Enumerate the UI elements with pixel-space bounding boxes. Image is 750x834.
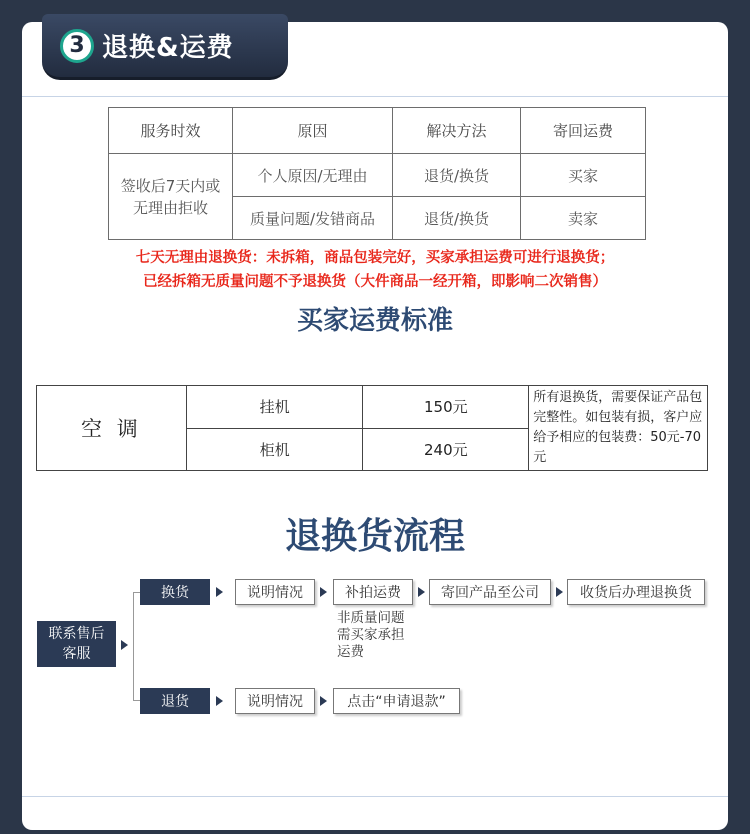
exchange-note: 非质量问题需买家承担运费 [337,610,405,660]
arrow-right-icon [320,696,327,706]
reason-cell: 质量问题/发错商品 [233,197,393,240]
exchange-step-3: 寄回产品至公司 [429,579,551,605]
method-cell: 退货/换货 [393,154,521,197]
divider-top [22,96,728,97]
exchange-step-4: 收货后办理退换货 [567,579,705,605]
exchange-box: 换货 [140,579,210,605]
method-cell: 退货/换货 [393,197,521,240]
arrow-right-icon [556,587,563,597]
item-cell: 挂机 [186,386,363,429]
flow-connector [133,700,140,701]
section-title: 退换&运费 [102,33,234,63]
section-number-badge: 3 [60,29,94,63]
item-cell: 柜机 [186,428,363,471]
warning-line-1: 七天无理由退换货：未拆箱，商品包装完好，买家承担运费可进行退换货； [135,250,615,266]
fee-table [36,385,708,471]
flow-connector [133,592,134,700]
arrow-right-icon [216,587,223,597]
section-tab [42,14,288,80]
price-cell: 150元 [363,386,529,429]
price-cell: 240元 [363,428,529,471]
refund-step-2: 点击“申请退款” [333,688,460,714]
header-cell: 原因 [233,108,393,154]
fee-cell: 卖家 [521,197,646,240]
contact-service-label: 联系售后客服 [48,626,105,662]
service-table [108,107,646,240]
packaging-note: 所有退换货，需要保证产品包完整性。如包装有损，客户应给予相应的包装费：50元-70元 [529,386,708,471]
flow-connector [133,592,140,593]
header-cell: 解决方法 [393,108,521,154]
header-cell: 服务时效 [109,108,233,154]
contact-service-box [37,621,116,667]
refund-box: 退货 [140,688,210,714]
warning-line-2: 已经拆箱无质量问题不予退换货（大件商品一经开箱，即影响二次销售） [143,274,607,290]
arrow-right-icon [121,640,128,650]
divider-bottom [22,796,728,797]
header-cell: 寄回运费 [521,108,646,154]
table-row [109,154,646,197]
period-cell: 签收后7天内或无理由拒收 [109,154,233,240]
exchange-step-2: 补拍运费 [333,579,413,605]
reason-cell: 个人原因/无理由 [233,154,393,197]
arrow-right-icon [320,587,327,597]
category-cell: 空 调 [37,386,187,471]
flow-title: 退换货流程 [284,516,465,557]
arrow-right-icon [216,696,223,706]
arrow-right-icon [418,587,425,597]
table-row [37,386,708,429]
refund-step-1: 说明情况 [235,688,315,714]
table-header-row [109,108,646,154]
fee-cell: 买家 [521,154,646,197]
fee-section-title: 买家运费标准 [296,306,453,336]
exchange-step-1: 说明情况 [235,579,315,605]
